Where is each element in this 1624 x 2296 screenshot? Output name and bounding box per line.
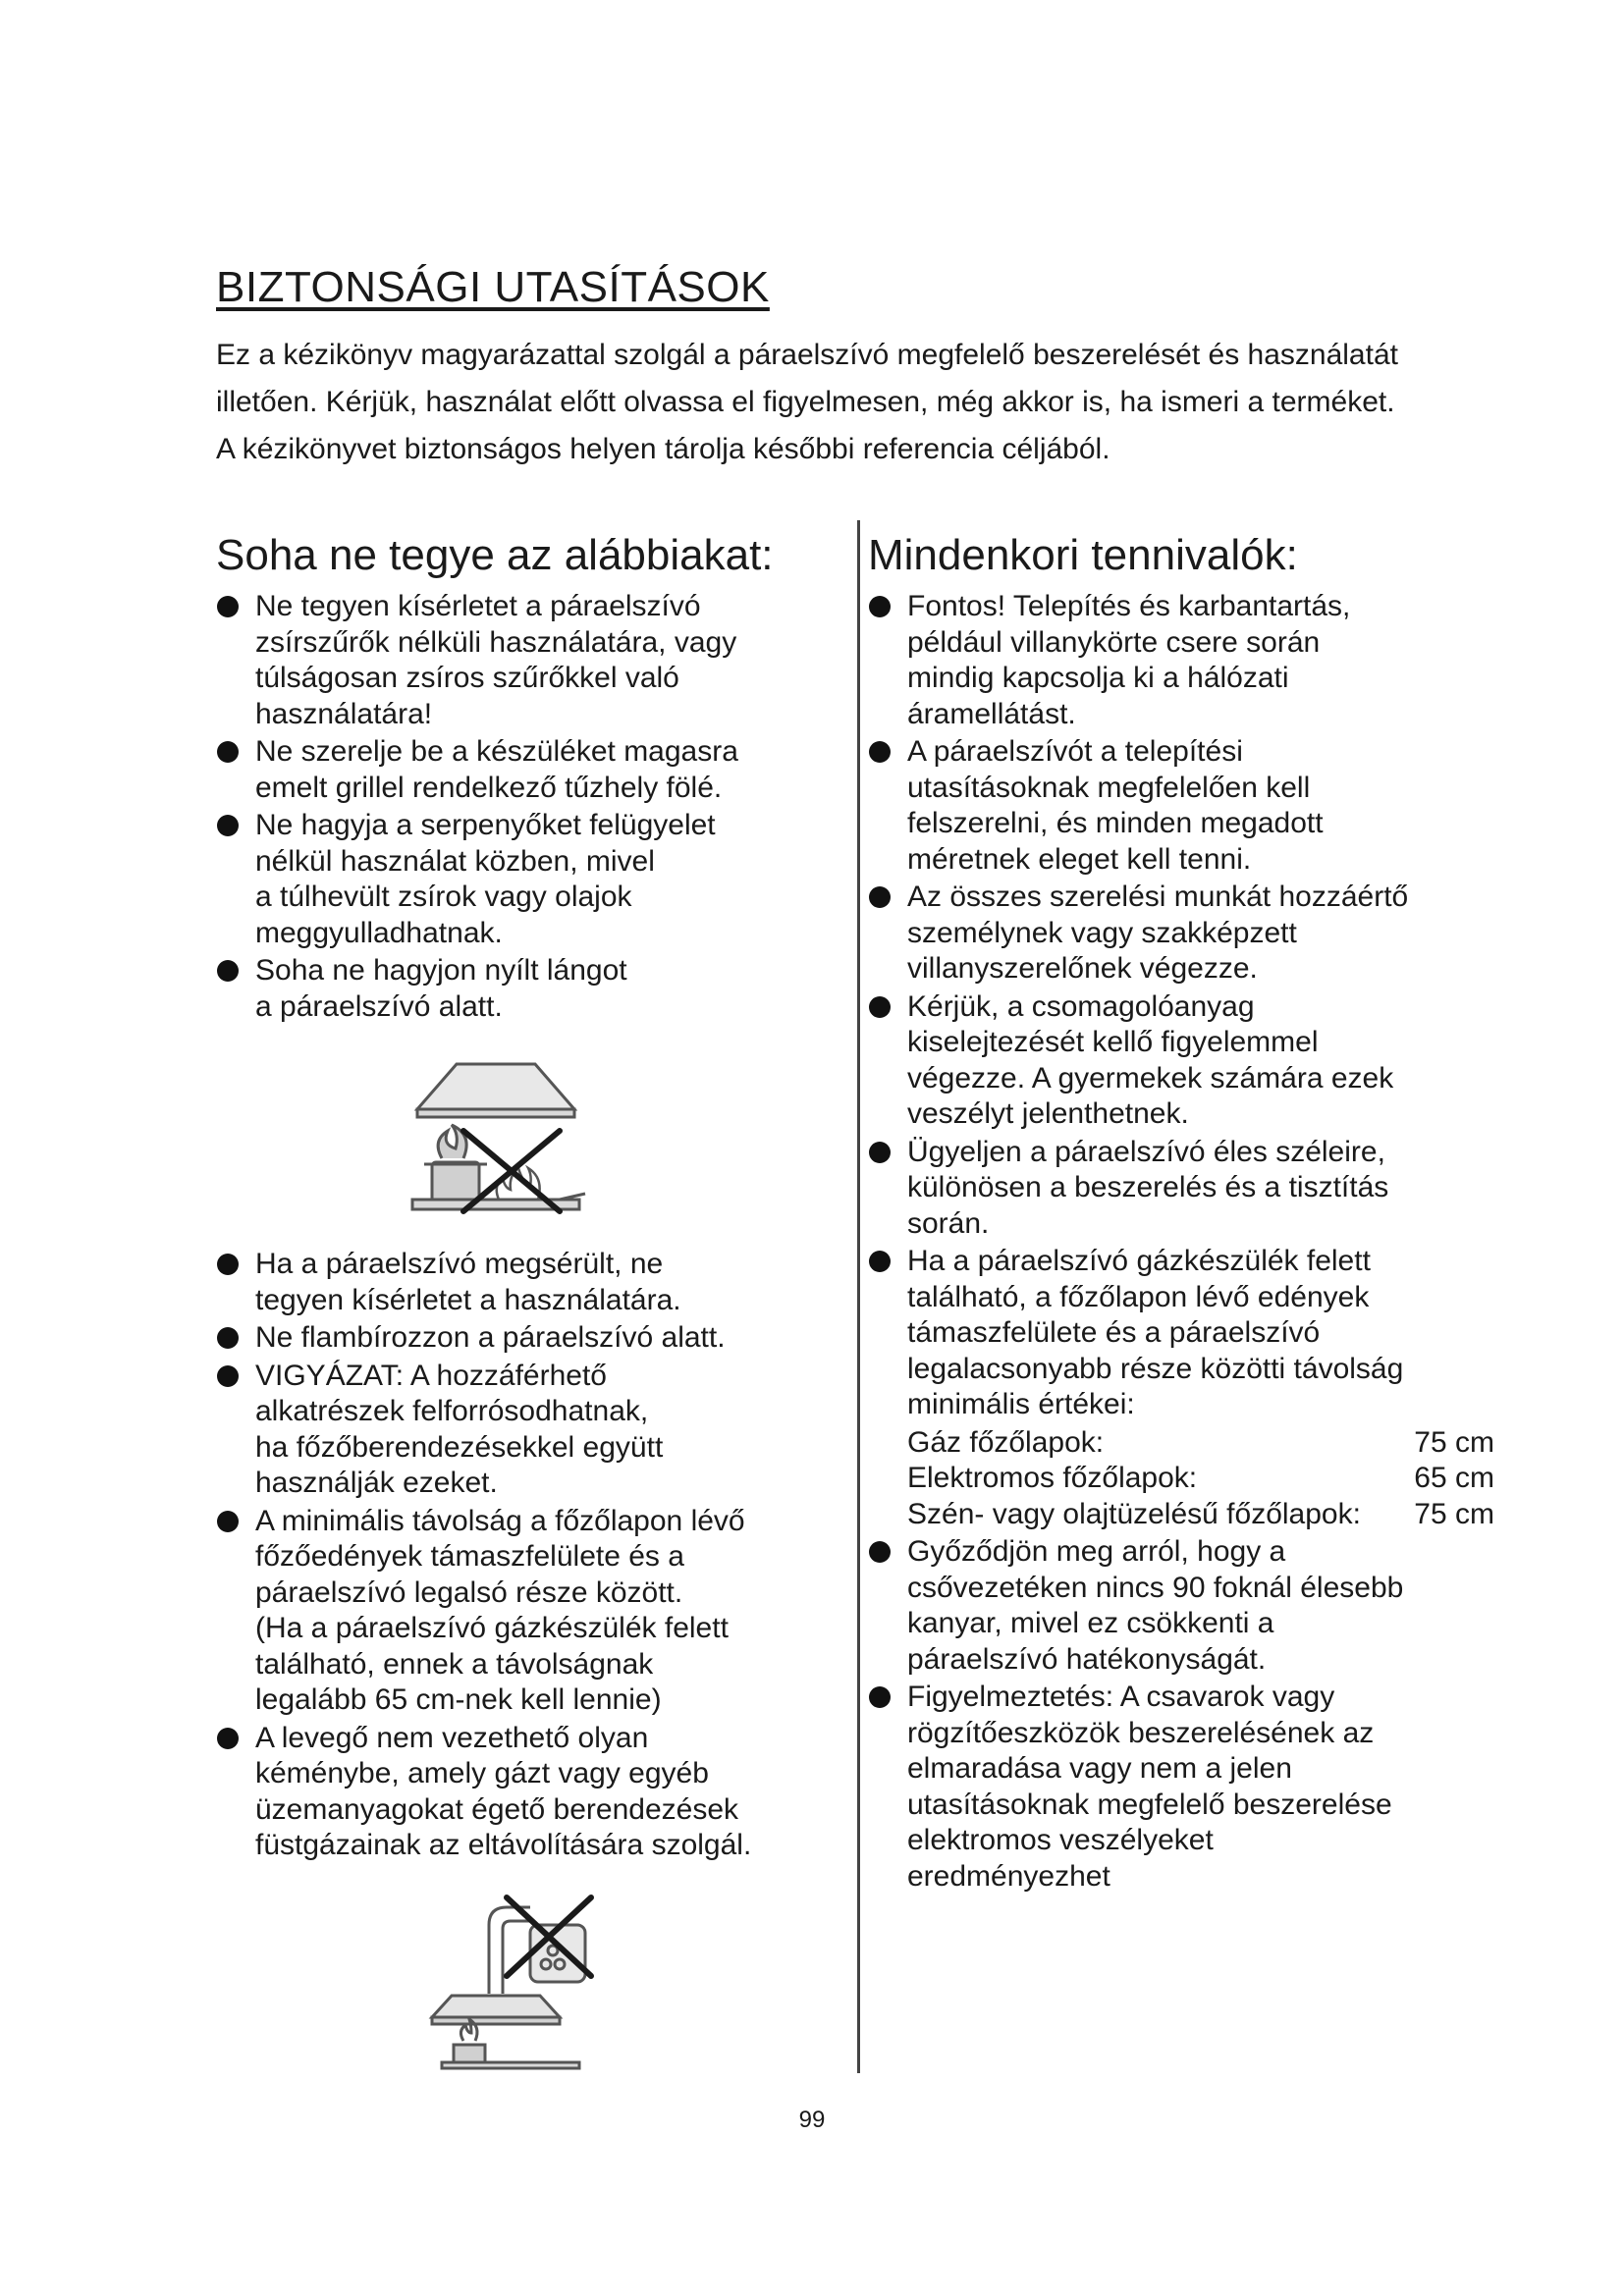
distance-value: 65 cm xyxy=(1414,1462,1494,1494)
list-item: VIGYÁZAT: A hozzáférhető alkatrészek felforrósodhatnak, ha főzőberendezésekkel együtt használják ezeket. xyxy=(216,1359,844,1502)
bullet-icon xyxy=(869,996,891,1018)
list-item: A levegő nem vezethető olyan kéménybe, amely gázt vagy egyéb üzemanyagokat égető berendezések füstgázainak az eltávolítására szolgál. xyxy=(216,1721,844,1864)
never-do-list xyxy=(216,589,844,1025)
distance-row xyxy=(907,1497,1496,1533)
always-do-column xyxy=(868,530,1496,1896)
bullet-icon xyxy=(869,596,891,617)
bullet-icon xyxy=(217,815,239,836)
bullet-icon xyxy=(217,596,239,617)
bullet-icon xyxy=(869,1251,891,1272)
always-do-list-continued xyxy=(868,1534,1496,1895)
intro-line: illetően. Kérjük, használat előtt olvassa el figyelmesen, még akkor is, ha ismeri a terméket. xyxy=(216,386,1395,418)
page-number: 99 xyxy=(798,2107,826,2133)
list-item: Győződjön meg arról, hogy a csővezetéken nincs 90 foknál élesebb kanyar, mivel ez csökkenti a páraelszívó hatékonyságát. xyxy=(868,1534,1496,1678)
bullet-icon xyxy=(869,1686,891,1708)
bullet-icon xyxy=(869,1142,891,1163)
always-do-list xyxy=(868,589,1496,1423)
list-item: Ha a páraelszívó megsérült, ne tegyen kísérletet a használatára. xyxy=(216,1247,844,1318)
page-title: BIZTONSÁGI UTASÍTÁSOK xyxy=(216,263,770,311)
intro-paragraph xyxy=(216,332,1492,473)
always-do-heading: Mindenkori tennivalók: xyxy=(868,531,1298,579)
column-divider xyxy=(857,520,860,2073)
list-item: A minimális távolság a főzőlapon lévő főzőedények támaszfelülete és a páraelszívó legalsó része között. (Ha a páraelszívó gázkészülék felett található, ennek a távolságnak legalább 65 cm-nek kell lennie) xyxy=(216,1504,844,1719)
distance-label: Elektromos főzőlapok: xyxy=(907,1462,1198,1494)
list-item: Ne szerelje be a készüléket magasra emelt grillel rendelkező tűzhely fölé. xyxy=(216,734,844,806)
list-item: Figyelmeztetés: A csavarok vagy rögzítőeszközök beszerelésének az elmaradása vagy nem a jelen utasításoknak megfelelő beszerelése elektromos veszélyeket eredményezhet xyxy=(868,1680,1496,1895)
never-do-column xyxy=(216,530,844,2090)
list-item: Ne flambírozzon a páraelszívó alatt. xyxy=(216,1320,844,1357)
no-shared-flue-illustration xyxy=(412,1886,609,2072)
list-item: Ne hagyja a serpenyőket felügyelet nélkül használat közben, mivel a túlhevült zsírok vagy olajok meggyulladhatnak. xyxy=(216,808,844,951)
distance-row xyxy=(907,1425,1496,1462)
bullet-icon xyxy=(217,1511,239,1532)
bullet-icon xyxy=(869,886,891,908)
never-do-list-continued xyxy=(216,1247,844,1864)
distance-value: 75 cm xyxy=(1414,1497,1494,1530)
intro-line: A kézikönyvet biztonságos helyen tárolja későbbi referencia céljából. xyxy=(216,433,1110,465)
list-item: Kérjük, a csomagolóanyag kiselejtezését kellő figyelemmel végezze. A gyermekek számára ezek veszélyt jelenthetnek. xyxy=(868,989,1496,1133)
list-item: Ügyeljen a páraelszívó éles széleire, különösen a beszerelés és a tisztítás során. xyxy=(868,1135,1496,1243)
list-item: Ha a páraelszívó gázkészülék felett található, a főzőlapon lévő edények támaszfelülete és a páraelszívó legalacsonyabb része közötti távolság minimális értékei: xyxy=(868,1244,1496,1423)
intro-line: Ez a kézikönyv magyarázattal szolgál a páraelszívó megfelelő beszerelését és használatát xyxy=(216,339,1398,371)
bullet-icon xyxy=(217,960,239,982)
never-do-heading: Soha ne tegye az alábbiakat: xyxy=(216,531,774,579)
distance-value: 75 cm xyxy=(1414,1425,1494,1459)
bullet-icon xyxy=(869,741,891,763)
list-item: Soha ne hagyjon nyílt lángot a páraelszívó alatt. xyxy=(216,953,844,1025)
list-item: Ne tegyen kísérletet a páraelszívó zsírszűrők nélküli használatára, vagy túlságosan zsíros szűrőkkel való használatára! xyxy=(216,589,844,732)
distance-label: Szén- vagy olajtüzelésű főzőlapok: xyxy=(907,1497,1361,1530)
distance-row xyxy=(907,1461,1496,1497)
list-item: Az összes szerelési munkát hozzáértő személynek vagy szakképzett villanyszerelőnek végezze. xyxy=(868,880,1496,988)
list-item: A páraelszívót a telepítési utasításoknak megfelelően kell felszerelni, és minden megadott méretnek eleget kell tenni. xyxy=(868,734,1496,878)
bullet-icon xyxy=(217,1254,239,1275)
bullet-icon xyxy=(869,1541,891,1563)
distance-table xyxy=(868,1425,1496,1533)
bullet-icon xyxy=(217,1365,239,1387)
list-item: Fontos! Telepítés és karbantartás, például villanykörte csere során mindig kapcsolja ki a hálózati áramellátást. xyxy=(868,589,1496,732)
no-open-flame-illustration xyxy=(403,1052,589,1229)
bullet-icon xyxy=(217,1327,239,1349)
distance-label: Gáz főzőlapok: xyxy=(907,1425,1105,1459)
bullet-icon xyxy=(217,741,239,763)
bullet-icon xyxy=(217,1728,239,1749)
